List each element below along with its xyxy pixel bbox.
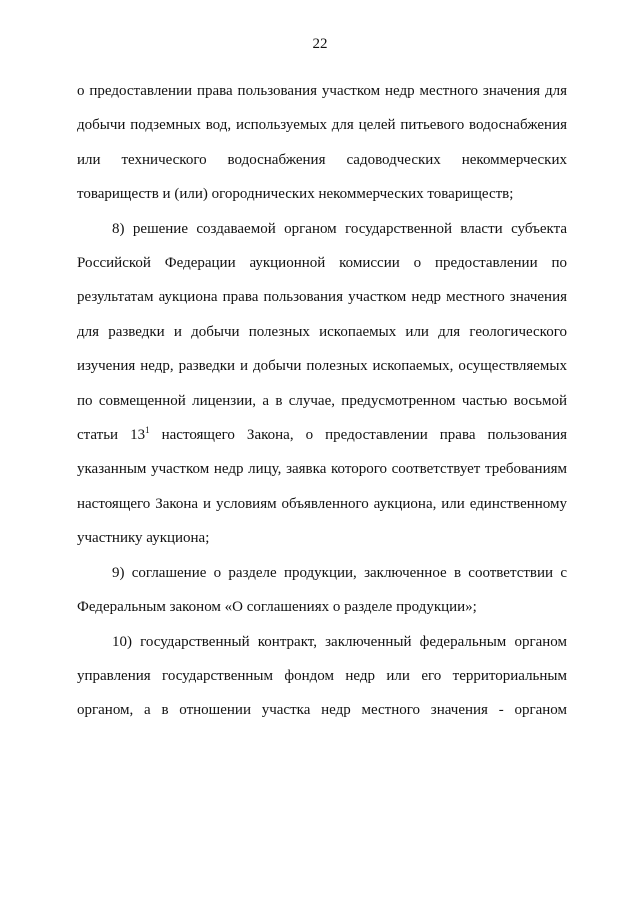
paragraph-text: 8) решение создаваемой органом государственной власти субъекта Российской Федерации аукционной комиссии о предоставлении по результатам аукциона права пользования участком недр местного значения для разведки и добычи полезных ископаемых или для геологического изучения недр, разведки и добычи полезных ископаемых, осуществляемых по совмещенной лицензии, а в случае, предусмотренном частью восьмой статьи 13 xyxy=(77,220,567,444)
document-body xyxy=(77,74,567,728)
paragraph-continuation xyxy=(77,74,567,212)
paragraph-item-8 xyxy=(77,212,567,556)
paragraph-text: о предоставлении права пользования участком недр местного значения для добычи подземных вод, используемых для целей питьевого водоснабжения или технического водоснабжения садоводческих некоммерческих товариществ и (или) огороднических некоммерческих товариществ; xyxy=(77,83,567,203)
paragraph-item-10 xyxy=(77,625,567,728)
paragraph-text: 9) соглашение о разделе продукции, заключенное в соответствии с Федеральным законом «О соглашениях о разделе продукции»; xyxy=(77,564,567,616)
page-number: 22 xyxy=(312,36,328,52)
paragraph-text: настоящего Закона, о предоставлении права пользования указанным участком недр лицу, заявка которого соответствует требованиям настоящего Закона и условиям объявленного аукциона, или единственному участнику аукциона; xyxy=(77,427,567,547)
superscript-article-index: 1 xyxy=(145,425,150,436)
paragraph-text: 10) государственный контракт, заключенный федеральным органом управления государственным фондом недр или его территориальным органом, а в отношении участка недр местного значения - органом xyxy=(77,633,567,719)
paragraph-item-9 xyxy=(77,556,567,625)
